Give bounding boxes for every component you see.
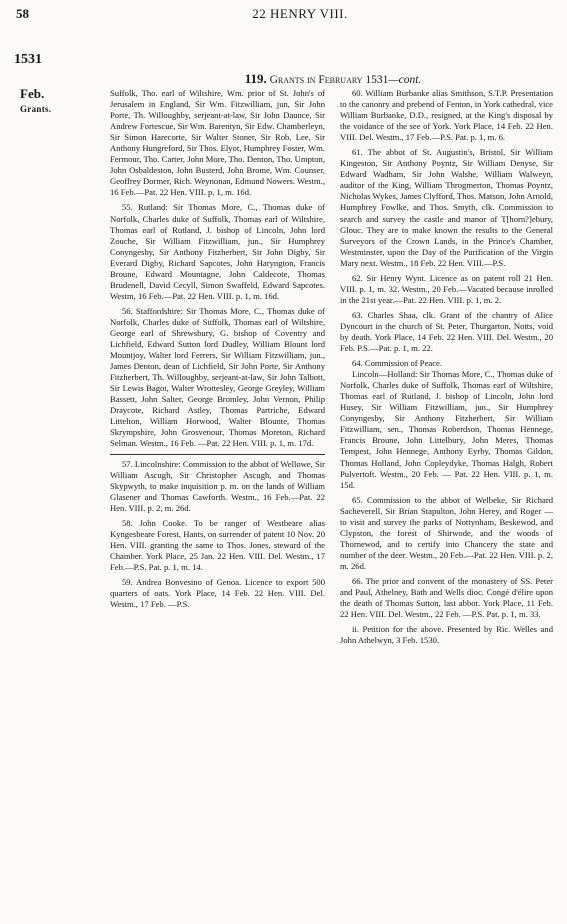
entry-64-body: Lincoln—Holland: Sir Thomas More, C., Thomas duke of Norfolk, Charles duke of Suffolk, Thomas earl of Wiltshire, Thomas earl of Rutland, J. bishop of Lincoln, John lord Husey, Sir William Fitzwilliam, jun., Sir Humphrey Conyngesby, Sir Anthony Fitzherbert, Sir William Fitzwilliam, sen., Thomas Roberdson, Thomas Hennege, Francis Broune, John Littelbury, John Meres, Thomas Tempest, John Hennege, Anthony Eyrby, Thomas Gildon, Thomas Holland, John Copleydyke, Thomas Halgh, Robert Pulvertoft. Westm., 20 Feb. — Pat. 22 Hen. VIII. p. 1, m. 15d. bbox=[340, 369, 553, 490]
margin-month: Feb. bbox=[20, 86, 45, 101]
section-number: 119. bbox=[244, 71, 267, 86]
entry-59: 59. Andrea Bonvesino of Genoa. Licence to export 500 quarters of oats. York Place, 14 Feb. 22 Hen. VIII. Del. Westm., 17 Feb. —P.S. bbox=[110, 576, 325, 610]
entry-divider bbox=[110, 454, 325, 455]
entry-66: 66. The prior and convent of the monastery of SS. Peter and Paul, Athelney, Bath and Wells dioc. Congé d'élire upon the death of Thomas Sutton, last abbot. York Place, 11 Feb. 22 Hen. VIII. Del. Westm., 22 Feb. —P.S. Pat. p. 1, m. 33. bbox=[340, 575, 553, 620]
entry-61: 61. The abbot of St. Augustin's, Bristol, Sir William Kingeston, Sir Anthony Poyntz, Sir William Denyse, Sir Edward Wadham, Sir John Walshe, William Walweyn, auditor of the King, William Throgmerton, Thomas Poyntz, Nicholas Wykes, James Clyfford, Thos. Matson, John Arnold, Humphrey Fowlke, and Thos. Smyth, clk. Commission to search and survey the castle and manor of T[horn?]ebury, Glouc. They are to make known the results to the General Surveyors of the Crown Lands, in the Prince's Chamber, Westminster, upon the Day of the Purification of the Virgin Mary next. Westm., 18 Feb. 22 Hen. VIII.—P.S. bbox=[340, 147, 553, 268]
entry-58: 58. John Cooke. To be ranger of Westbeare alias Kyngesbeare Forest, Hants, on surrender of patent 10 Nov. 20 Hen. VIII. granting the same to Thos. Jones, steward of the Chamber. York Place, 25 Jan. 22 Hen. VIII. Del. Westm., 17 Feb.—P.S. Pat. p. 1, m. 14. bbox=[110, 517, 325, 572]
page-number: 58 bbox=[16, 6, 29, 21]
right-column bbox=[340, 88, 553, 650]
entry-continuation: Suffolk, Tho. earl of Wiltshire, Wm. prior of St. John's of Jerusalem in England, Sir Wm. Fitzwilliam, jun, Sir John Porte, Th. Willoughby, serjeant-at-law, Sir John Daunce, Sir Andrew Fortescue, Sir Wm. Barentyn, Sir Edw. Chamberleyn, Sir Simon Harecorte, Sir Walter Stoner, Sir Rob. Lee, Sir Anthony Hungreford, Sir Thos. Elyot, Humphrey Foster, Wm. Fermour, Tho. Carter, John More, Tho. Denton, Tho. Umpton, John Osbaldeston, John Busterd, John Brome, Wm. Counser, Geoffrey Dormer, Rich. Weynonan, Edmund Nowers. Westm., 16 Feb.—Pat. 22 Hen. VIII. p. 1, m. 16d. bbox=[110, 88, 325, 198]
entry-57: 57. Lincolnshire: Commission to the abbot of Wellowe, Sir William Ascugh, Sir Christopher Ascugh, and Thomas Skypwyth, to make inquisition p. m. on the lands of William Glasener and Thomas Cawforth. Westm., 16 Feb.—Pat. 22 Hen. VIII. p. 2, m. 26d. bbox=[110, 458, 325, 513]
entry-56: 56. Staffordshire: Sir Thomas More, C., Thomas duke of Norfolk, Charles duke of Suffolk, Thomas earl of Wiltshire, George earl of Shrewsbury, G. bishop of Coventry and Lichfield, Edward Sutton lord Dudley, William Blount lord Mountjoy, Walter lord Ferrers, Sir William Fitzwilliam, jun., James Denton, dean of Lichfield, Sir John Porte, Sir Anthony Fitzherbert, Th. Willoughby, serjeant-at-law, Sir John Talbott, Sir Lewis Bagot, Walter Wrottesley, George Greyley, William Bassett, John Salter, George Bromley, John Vernon, Philip Draycote, Richard Astley, Thomas Partriche, Edward Littelton, William Horwood, Walter Blounte, Thomas Skrympshire, John Grosvenour, Thomas Moreton, Richard Selman. Westm., 16 Feb. —Pat. 22 Hen. VIII. p. 1, m. 17d. bbox=[110, 305, 325, 449]
entry-55: 55. Rutland: Sir Thomas More, C., Thomas duke of Norfolk, Charles duke of Suffolk, Thomas earl of Wiltshire, Thomas earl of Rutland, J. bishop of Lincoln, John lord Zouche, Sir William Fitzwilliam, jun., Sir Humphrey Conyngesby, Sir Anthony Fitzherbert, Sir John Digby, Sir Everard Digby, Richard Sapcotes, John Haryngton, Francis Broune, Edward Mountagne, John Caldecote, Thomas Brudenell, David Cecyll, Simon Swaffeld, Edward Sapcotes. Westm, 16 Feb.—Pat. 22 Hen. VIII. p. 1, m. 16d. bbox=[110, 202, 325, 301]
entry-64-heading: 64. Commission of Peace. bbox=[352, 358, 442, 369]
entry-62: 62. Sir Henry Wynt. Licence as on patent roll 21 Hen. VIII. p. 1, m. 32. Westm., 20 Feb.—Vacated because inrolled in the 21st year.—Pat. 22 Hen. VIII. p. 1, m. 2. bbox=[340, 272, 553, 305]
margin-year: 1531 bbox=[14, 52, 42, 67]
left-column bbox=[110, 88, 325, 614]
running-title: 22 HENRY VIII. bbox=[252, 6, 348, 21]
entry-63: 63. Charles Shaa, clk. Grant of the chantry of Alice Dyncourt in the church of St. Peter, Thurgarton, Notts, void by death. York Place, 14 Feb. 22 Hen. VIII. Del. Westm., 20 Feb. P.S.—Pat. p. 1, m. 22. bbox=[340, 309, 553, 354]
entry-66-ii: ii. Petition for the above. Presented by Ric. Welles and John Athelwyn, 3 Feb. 1530. bbox=[340, 624, 553, 646]
entry-65: 65. Commission to the abbot of Welbeke, Sir Richard Sacheverell, Sir Brian Stapulton, John Herey, and Roger — to visit and survey the parks of Nottynham, Beskewod, and Clypston, the forest of Shirwode, and the woods of Thornewod, and to certify into Chancery the state and number of the deer. Westm., 20 Feb.—Pat. 22 Hen. VIII. p. 2, m. 26d. bbox=[340, 494, 553, 571]
section-title: Grants in February 1531 bbox=[269, 74, 389, 86]
entry-60: 60. William Burbanke alias Smithson, S.T.P. Presentation to the canonry and prebend of Fenton, in York cathedral, vice William Burbanke, D.D., resigned, at the King's disposal by the voidance of the see of York. York Place, 14 Feb. 22 Hen. VIII. Del. Westm., 17 Feb.—P.S. Pat. p. 1, m. 6. bbox=[340, 88, 553, 143]
section-cont: —cont. bbox=[388, 74, 422, 86]
margin-label: Grants. bbox=[20, 104, 52, 114]
section-heading bbox=[118, 71, 548, 87]
